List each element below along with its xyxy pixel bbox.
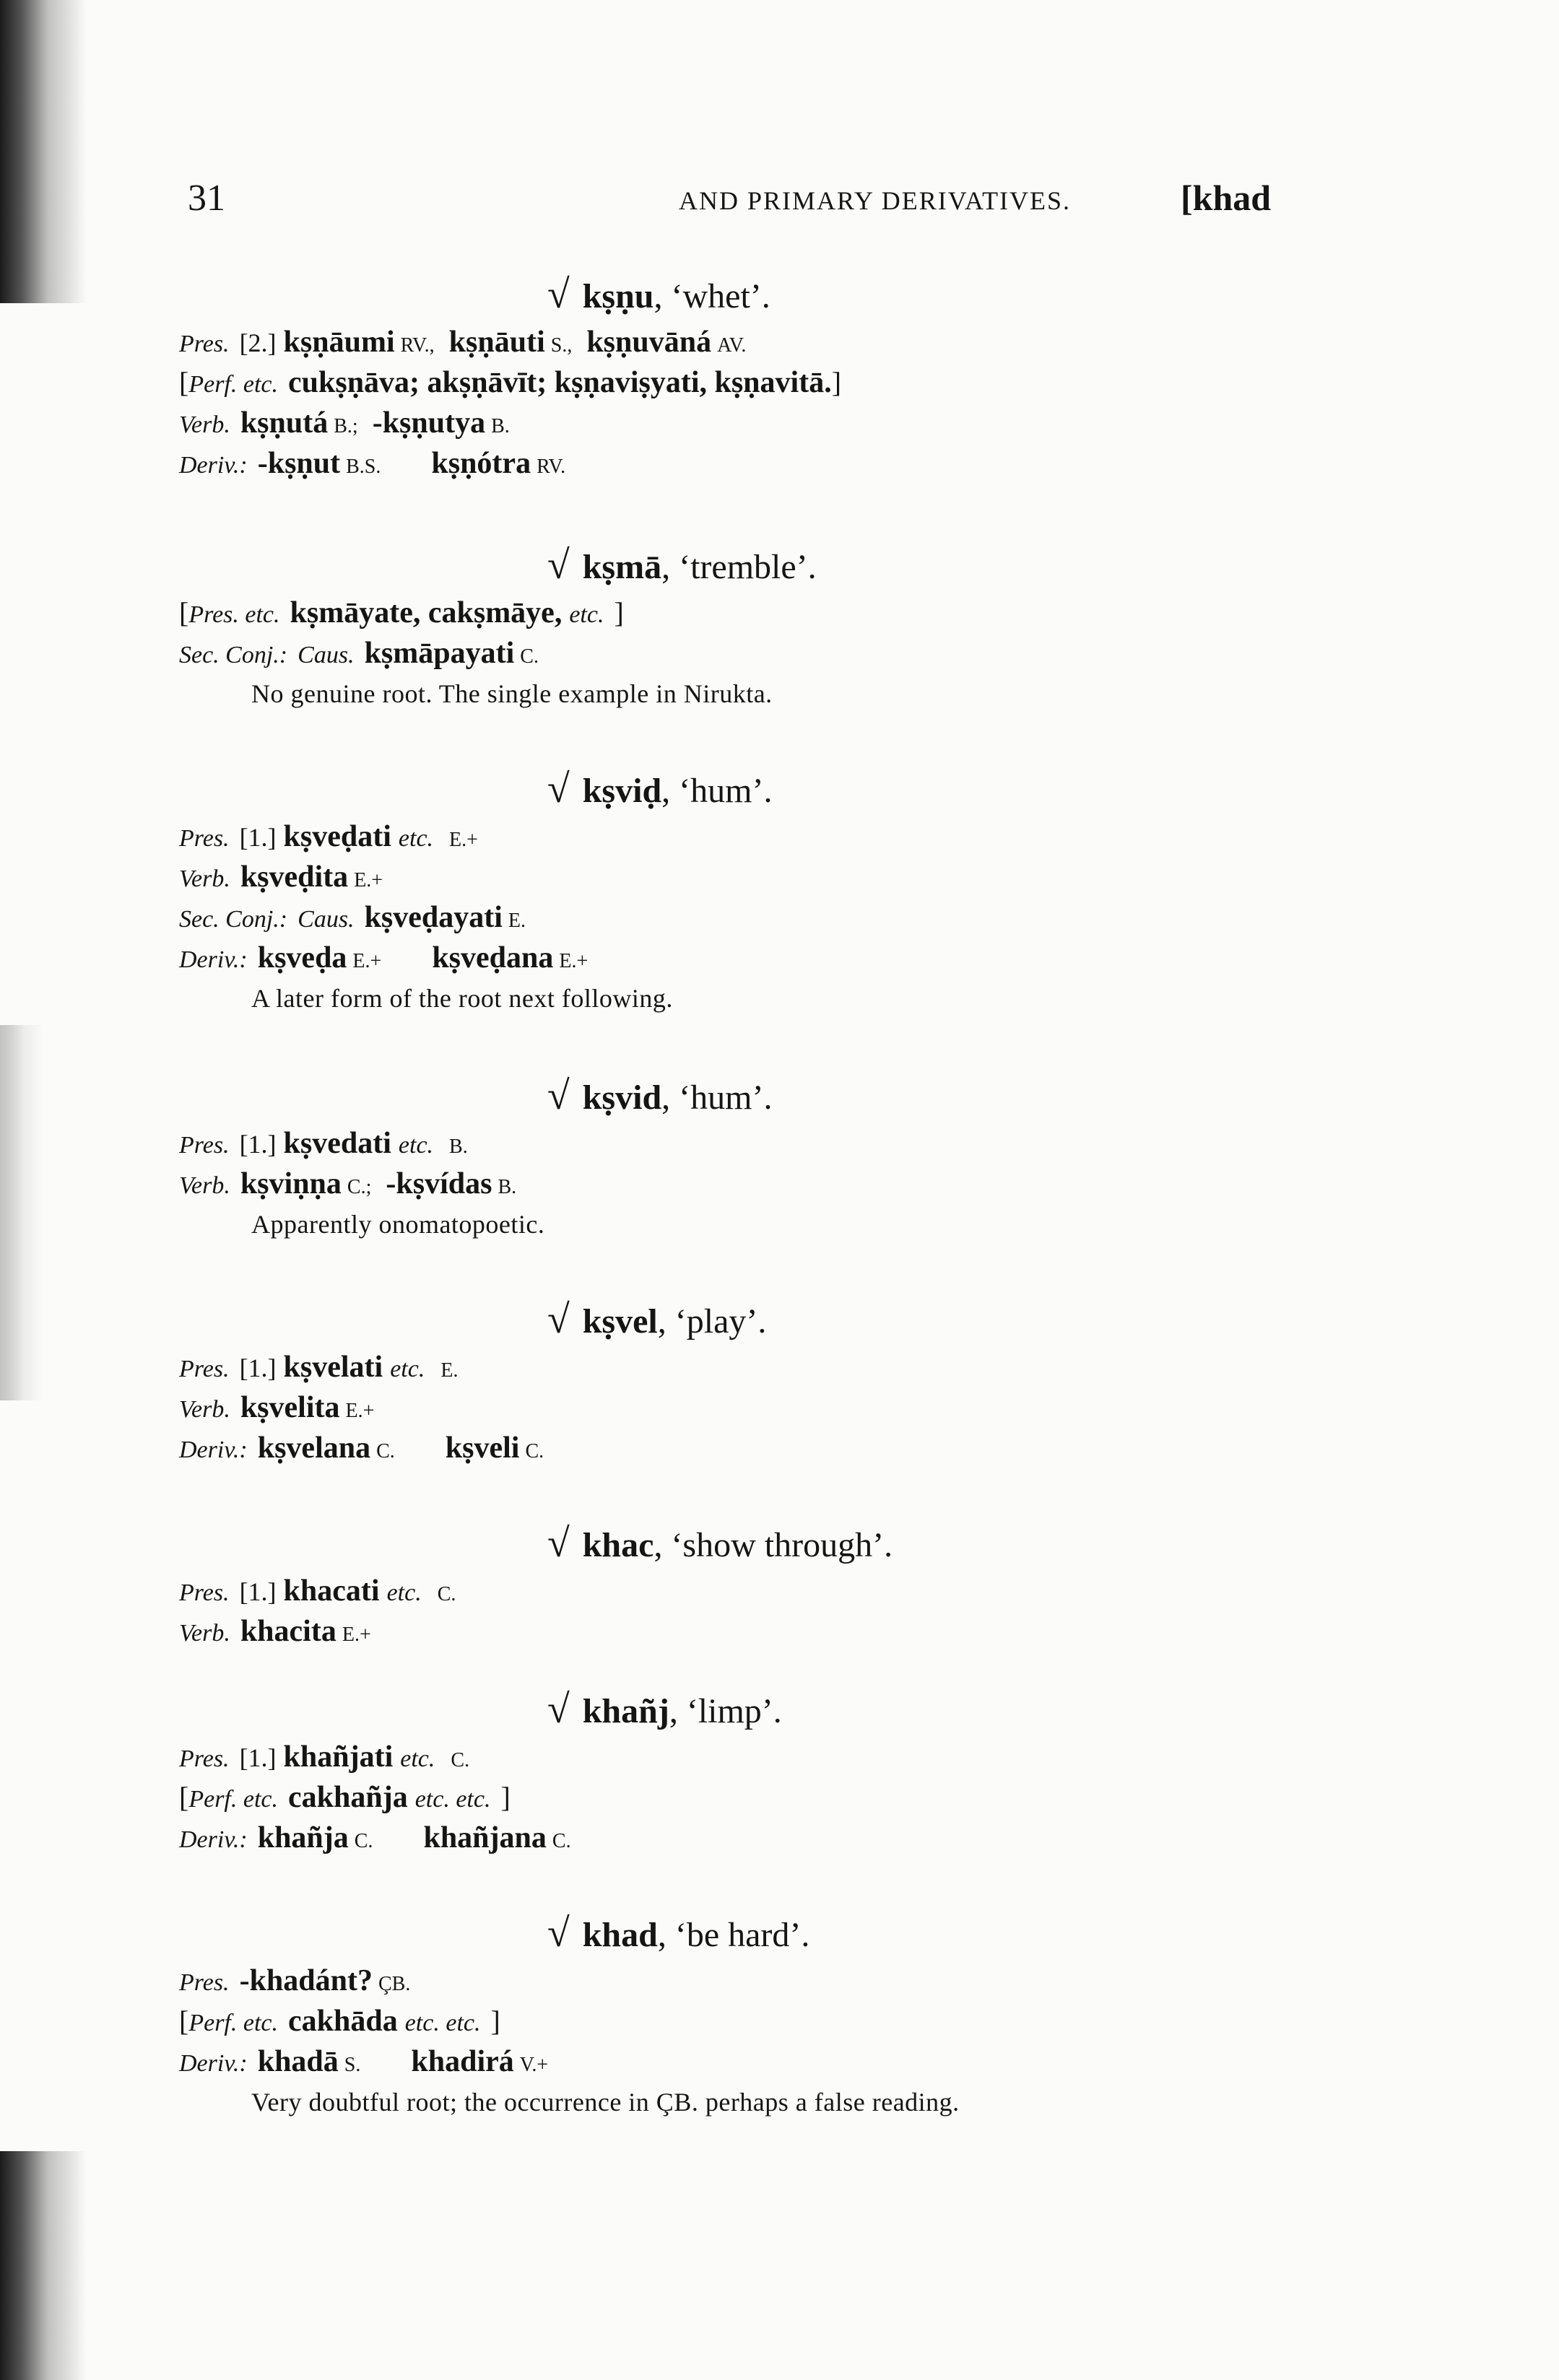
- entry-note: A later form of the root next following.: [251, 984, 673, 1013]
- present-forms: Pres. [1.] kṣveḍati etc. E.+: [179, 820, 478, 853]
- entry-note: Apparently onomatopoetic.: [251, 1210, 545, 1239]
- derivative-forms: Deriv.: -kṣṇut B.S. kṣṇótra RV.: [179, 447, 566, 480]
- derivative-forms: Deriv.: kṣvelana C. kṣveli C.: [179, 1431, 544, 1465]
- entry-kshvel: [179, 1292, 1262, 1468]
- perfect-forms: [Perf. etc. cukṣṇāva; akṣṇāvīt; kṣṇaviṣyati, kṣṇavitā.]: [179, 366, 842, 399]
- root-heading: √ khañj, ‘limp’.: [547, 1687, 782, 1732]
- root-meaning: ‘hum’.: [679, 772, 773, 810]
- root-meaning: ‘whet’.: [671, 277, 770, 315]
- entry-kshvid-retroflex: [179, 762, 1262, 1019]
- root-meaning: ‘tremble’.: [679, 548, 817, 586]
- guide-word: [khad: [1181, 178, 1272, 218]
- root-word: khad: [582, 1916, 658, 1954]
- present-forms: Pres. [1.] khacati etc. C.: [179, 1574, 456, 1608]
- entry-note: Very doubtful root; the occurrence in ÇB. perhaps a false reading.: [251, 2088, 960, 2117]
- verbal-forms: Verb. khacita E.+: [179, 1615, 371, 1648]
- radical-sign-icon: √: [547, 767, 570, 811]
- verbal-forms: Verb. kṣvelita E.+: [179, 1391, 375, 1424]
- root-heading: √ kṣviḍ, ‘hum’.: [547, 767, 773, 811]
- verbal-forms: Verb. kṣveḍita E.+: [179, 860, 383, 894]
- present-forms: [Pres. etc. kṣmāyate, cakṣmāye, etc. ]: [179, 596, 624, 629]
- root-heading: √ kṣṇu, ‘whet’.: [547, 272, 770, 317]
- entry-kshma: [179, 538, 1262, 714]
- secondary-conjugation: Sec. Conj.: Caus. kṣveḍayati E.: [179, 901, 526, 934]
- secondary-conjugation: Sec. Conj.: Caus. kṣmāpayati C.: [179, 637, 539, 670]
- present-forms: Pres. [1.] kṣvelati etc. E.: [179, 1351, 459, 1384]
- entry-khanj: [179, 1682, 1262, 1858]
- perfect-forms: [Perf. etc. cakhāda etc. etc. ]: [179, 2005, 500, 2038]
- root-meaning: ‘be hard’.: [674, 1916, 810, 1954]
- root-word: kṣvel: [582, 1302, 658, 1341]
- present-forms: Pres. -khadánt? ÇB.: [179, 1964, 411, 1997]
- verbal-forms: Verb. kṣviṇṇa C.; -kṣvídas B.: [179, 1167, 517, 1200]
- root-word: khañj: [582, 1692, 669, 1730]
- radical-sign-icon: √: [547, 272, 570, 317]
- root-word: kṣviḍ: [582, 772, 662, 810]
- root-meaning: ‘show through’.: [671, 1526, 893, 1564]
- verbal-forms: Verb. kṣṇutá B.; -kṣṇutya B.: [179, 406, 510, 440]
- radical-sign-icon: √: [547, 1521, 570, 1566]
- running-title: AND PRIMARY DERIVATIVES.: [679, 186, 1072, 215]
- present-forms: Pres. [1.] khañjati etc. C.: [179, 1740, 470, 1774]
- present-forms: Pres. [1.] kṣvedati etc. B.: [179, 1127, 468, 1160]
- root-heading: √ kṣvid, ‘hum’.: [547, 1073, 773, 1118]
- scan-edge-shadow-middle: [0, 1025, 43, 1400]
- root-heading: √ kṣvel, ‘play’.: [547, 1297, 767, 1342]
- running-head: [173, 177, 1300, 242]
- root-heading: √ khac, ‘show through’.: [547, 1521, 893, 1566]
- radical-sign-icon: √: [547, 1297, 570, 1342]
- scan-edge-shadow-bottom: [0, 2151, 87, 2380]
- derivative-forms: Deriv.: khadā S. khadirá V.+: [179, 2045, 549, 2078]
- derivative-forms: Deriv.: kṣveḍa E.+ kṣveḍana E.+: [179, 941, 589, 975]
- radical-sign-icon: √: [547, 1687, 570, 1732]
- derivative-forms: Deriv.: khañja C. khañjana C.: [179, 1821, 571, 1854]
- root-meaning: ‘limp’.: [686, 1692, 782, 1730]
- scan-edge-shadow-top: [0, 0, 87, 303]
- page-number: 31: [188, 178, 225, 219]
- root-meaning: ‘hum’.: [679, 1078, 773, 1117]
- entry-kshvid: [179, 1068, 1262, 1245]
- entry-khad: [179, 1906, 1262, 2122]
- entry-kshnu: [179, 267, 1262, 484]
- radical-sign-icon: √: [547, 1073, 570, 1118]
- root-meaning: ‘play’.: [674, 1302, 767, 1341]
- root-word: khac: [582, 1526, 654, 1564]
- perfect-forms: [Perf. etc. cakhañja etc. etc. ]: [179, 1781, 511, 1814]
- root-heading: √ kṣmā, ‘tremble’.: [547, 543, 817, 588]
- root-word: kṣvid: [582, 1078, 662, 1117]
- root-heading: √ khad, ‘be hard’.: [547, 1911, 810, 1956]
- root-word: kṣṇu: [582, 277, 654, 315]
- radical-sign-icon: √: [547, 1911, 570, 1956]
- entry-note: No genuine root. The single example in Nirukta.: [251, 679, 773, 708]
- present-forms: Pres. [2.] kṣṇāumi RV., kṣṇāuti S., kṣṇuvāná AV.: [179, 326, 747, 359]
- entry-khac: [179, 1516, 1262, 1652]
- radical-sign-icon: √: [547, 543, 570, 588]
- root-word: kṣmā: [582, 548, 662, 586]
